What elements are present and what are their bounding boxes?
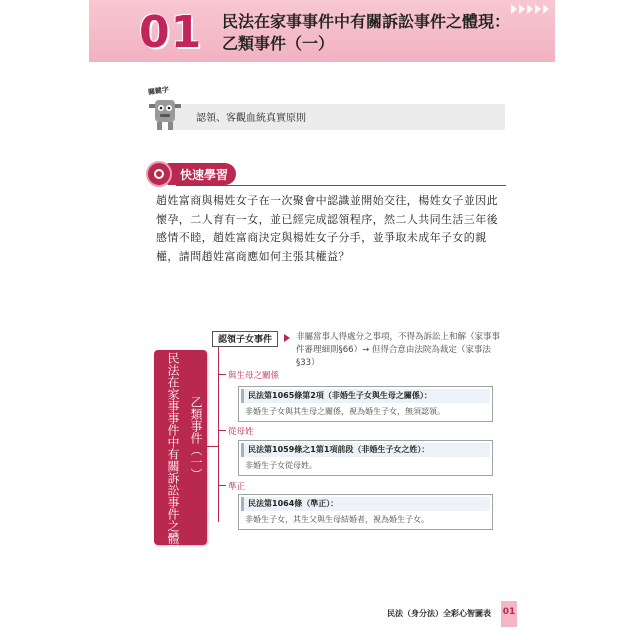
branch-line [218,485,226,486]
law-card-heading: 民法第1064條（準正）： [241,497,490,511]
branch-label: 準正 [228,482,246,492]
branch-line [218,430,226,431]
keyword-label: 關鍵字 [147,85,170,97]
law-card-body: 非婚生子女與其生母之關係，視為婚生子女，無須認領。 [245,407,445,416]
divider [176,185,506,186]
chapter-number: 01 [139,7,203,58]
arrow-right-icon [284,334,290,342]
branch-label: 從母姓 [228,427,254,437]
law-card [238,494,493,530]
case-paragraph: 趙姓富商與楊姓女子在一次聚會中認識並開始交往，楊姓女子並因此懷孕，二人育有一女，並已經完成認領程序，然二人共同生活三年後感情不睦，趙姓富商決定與楊姓女子分手，並爭取未成年子女的親權，請問趙姓富商應如何主張其權益？ [156,194,498,263]
law-card-body: 非婚生子女從母姓。 [245,461,317,470]
mindmap-root-title-line1: 民法在家事事件中有關訴訟事件之體現： [166,352,180,568]
mindmap-trunk [218,336,219,522]
chapter-title-line2: 乙類事件（一） [222,34,335,53]
mindmap-root-title-line2: 乙類事件（一） [189,396,203,480]
chapter-title [222,11,552,55]
law-card-heading: 民法第1065條第2項（非婚生子女與生母之關係）： [241,389,490,403]
law-card [238,386,493,422]
footer-book-title: 民法（身分法）全彩心智圖表 [387,608,491,618]
page-number: 01 [502,607,516,617]
quick-learn-title: 快速學習 [180,168,229,182]
branch-label: 與生母之關係 [228,371,280,381]
law-card-body: 非婚生子女，其生父與生母結婚者，視為婚生子女。 [245,515,429,524]
branch-line [218,374,226,375]
topic-label: 認領子女事件 [212,331,278,347]
keyword-text: 認領、客觀血統真實原則 [196,113,306,124]
root-connector [207,446,218,447]
law-card-heading: 民法第1059條之1第1項前段（非婚生子女之姓）： [241,443,490,457]
chapter-title-line1: 民法在家事事件中有關訴訟事件之體現： [222,12,511,31]
topic-description: 非屬當事人得處分之事項，不得為訴訟上和解（家事事件審理細則§66）→ 但得合意由法院為裁定（家事法§33） [296,332,501,368]
law-card [238,440,493,476]
target-icon [146,161,172,187]
